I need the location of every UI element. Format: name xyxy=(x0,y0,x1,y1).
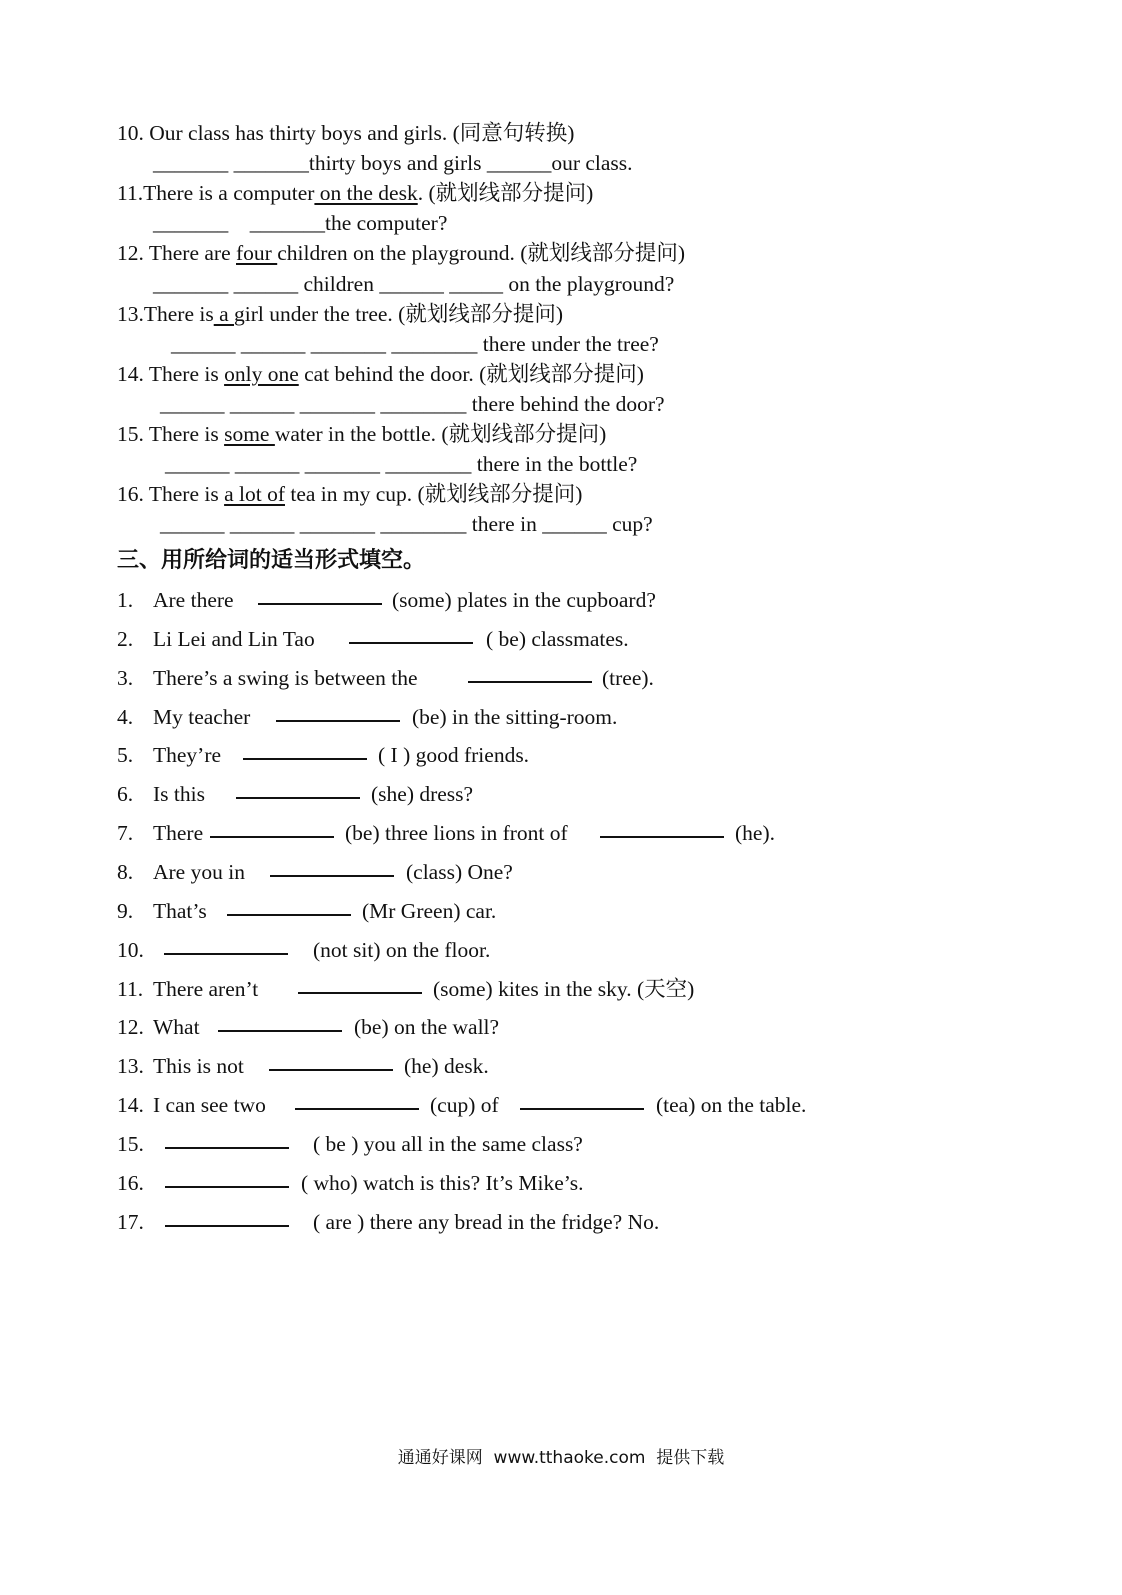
q13-underlined: a xyxy=(213,302,235,326)
q14-text-pre: 14. There is xyxy=(117,362,225,386)
item-11-text-b: (some) kites in the sky. (天空) xyxy=(433,977,695,1001)
q10-prompt: 10. Our class has thirty boys and girls. (同意句转换) xyxy=(117,121,575,145)
item-14-text-a: I can see two xyxy=(153,1093,266,1117)
item-1-text-a: Are there xyxy=(153,588,234,612)
item-10-blank-1[interactable] xyxy=(164,935,288,961)
item-15-blank-1[interactable] xyxy=(165,1129,289,1155)
q13-answer-line: ______ ______ _______ ________ there under the tree? xyxy=(171,332,659,356)
item-8-number: 8. xyxy=(117,860,134,884)
item-3-number: 3. xyxy=(117,666,134,690)
item-8-text-b: (class) One? xyxy=(406,860,513,884)
item-1-number: 1. xyxy=(117,588,134,612)
q15-text-post: water in the bottle. (就划线部分提问) xyxy=(274,422,607,446)
item-14-text-b: (cup) of xyxy=(430,1093,499,1117)
q11-answer-line: _______ _______the computer? xyxy=(153,211,448,235)
item-7-blank-1[interactable] xyxy=(210,818,334,844)
item-13-text-a: This is not xyxy=(153,1054,244,1078)
item-11-number: 11. xyxy=(117,977,144,1001)
item-5-blank-1[interactable] xyxy=(243,740,367,766)
item-4-text-b: (be) in the sitting-room. xyxy=(412,705,618,729)
item-7-text-b: (be) three lions in front of xyxy=(345,821,568,845)
q12-underlined: four xyxy=(236,241,278,265)
q16-underlined: a lot of xyxy=(224,482,285,506)
item-1-blank-1[interactable] xyxy=(258,585,382,611)
item-8-blank-1[interactable] xyxy=(270,857,394,883)
item-16-blank-1[interactable] xyxy=(165,1168,289,1194)
item-1-text-b: (some) plates in the cupboard? xyxy=(392,588,656,612)
q10-answer-line: _______ _______thirty boys and girls ______our class. xyxy=(153,151,633,175)
item-7-number: 7. xyxy=(117,821,134,845)
section-heading: 三、用所给词的适当形式填空。 xyxy=(117,548,426,573)
item-3-blank-1[interactable] xyxy=(468,663,592,689)
q16-answer-line: ______ ______ _______ ________ there in ______ cup? xyxy=(160,512,653,536)
item-15-text-b: ( be ) you all in the same class? xyxy=(313,1132,583,1156)
item-3-text-b: (tree). xyxy=(602,666,654,690)
item-9-text-a: That’s xyxy=(153,899,207,923)
item-14-number: 14. xyxy=(117,1093,144,1117)
item-12-number: 12. xyxy=(117,1015,144,1039)
q12-text-pre: 12. There are xyxy=(117,241,236,265)
item-8-text-a: Are you in xyxy=(153,860,245,884)
item-14-blank-1[interactable] xyxy=(295,1090,419,1116)
item-4-text-a: My teacher xyxy=(153,705,251,729)
q12-prompt xyxy=(117,240,685,266)
item-7-text-a: There xyxy=(153,821,204,845)
item-4-number: 4. xyxy=(117,705,134,729)
item-2-blank-1[interactable] xyxy=(349,624,473,650)
q11-underlined: on the desk xyxy=(314,181,418,205)
item-10-number: 10. xyxy=(117,938,144,962)
item-14-text-c: (tea) on the table. xyxy=(656,1093,807,1117)
q11-prompt xyxy=(117,180,593,206)
item-14-blank-2[interactable] xyxy=(520,1090,644,1116)
q16-text-post: tea in my cup. (就划线部分提问) xyxy=(285,482,583,506)
item-3-text-a: There’s a swing is between the xyxy=(153,666,418,690)
item-12-text-b: (be) on the wall? xyxy=(354,1015,500,1039)
q16-text-pre: 16. There is xyxy=(117,482,225,506)
item-6-number: 6. xyxy=(117,782,134,806)
q15-underlined: some xyxy=(224,422,275,446)
item-17-number: 17. xyxy=(117,1210,144,1234)
q14-answer-line: ______ ______ _______ ________ there behind the door? xyxy=(160,392,665,416)
q13-prompt xyxy=(117,301,563,327)
item-9-text-b: (Mr Green) car. xyxy=(362,899,497,923)
q11-text-post: . (就划线部分提问) xyxy=(417,181,594,205)
item-4-blank-1[interactable] xyxy=(276,702,400,728)
item-16-number: 16. xyxy=(117,1171,144,1195)
q11-text-pre: 11.There is a computer xyxy=(117,181,315,205)
item-9-number: 9. xyxy=(117,899,134,923)
item-11-text-a: There aren’t xyxy=(153,977,259,1001)
item-7-text-c: (he). xyxy=(735,821,775,845)
item-6-text-a: Is this xyxy=(153,782,205,806)
item-5-text-a: They’re xyxy=(153,743,222,767)
item-13-text-b: (he) desk. xyxy=(404,1054,489,1078)
footer-source: 通通好课网 www.tthaoke.com 提供下载 xyxy=(397,1448,725,1468)
item-2-text-a: Li Lei and Lin Tao xyxy=(153,627,315,651)
q14-prompt xyxy=(117,361,644,387)
q12-text-post: children on the playground. (就划线部分提问) xyxy=(277,241,686,265)
item-13-blank-1[interactable] xyxy=(269,1051,393,1077)
item-15-number: 15. xyxy=(117,1132,144,1156)
q12-answer-line: _______ ______ children ______ _____ on the playground? xyxy=(153,272,675,296)
item-9-blank-1[interactable] xyxy=(227,896,351,922)
item-6-text-b: (she) dress? xyxy=(371,782,474,806)
item-5-text-b: ( I ) good friends. xyxy=(378,743,530,767)
q15-answer-line: ______ ______ _______ ________ there in the bottle? xyxy=(165,452,638,476)
item-12-text-a: What xyxy=(153,1015,200,1039)
q16-prompt xyxy=(117,481,582,507)
item-11-blank-1[interactable] xyxy=(298,974,422,1000)
item-6-blank-1[interactable] xyxy=(236,779,360,805)
item-17-text-b: ( are ) there any bread in the fridge? No. xyxy=(313,1210,660,1234)
q15-prompt xyxy=(117,421,606,447)
item-10-text-b: (not sit) on the floor. xyxy=(313,938,491,962)
item-7-blank-2[interactable] xyxy=(600,818,724,844)
q15-text-pre: 15. There is xyxy=(117,422,225,446)
item-12-blank-1[interactable] xyxy=(218,1012,342,1038)
q14-underlined: only one xyxy=(224,362,299,386)
item-2-text-b: ( be) classmates. xyxy=(486,627,629,651)
item-17-blank-1[interactable] xyxy=(165,1207,289,1233)
q13-text-post: girl under the tree. (就划线部分提问) xyxy=(234,302,564,326)
item-13-number: 13. xyxy=(117,1054,144,1078)
item-16-text-b: ( who) watch is this? It’s Mike’s. xyxy=(301,1171,584,1195)
item-2-number: 2. xyxy=(117,627,134,651)
q14-text-post: cat behind the door. (就划线部分提问) xyxy=(298,362,644,386)
q13-text-pre: 13.There is xyxy=(117,302,214,326)
item-5-number: 5. xyxy=(117,743,134,767)
